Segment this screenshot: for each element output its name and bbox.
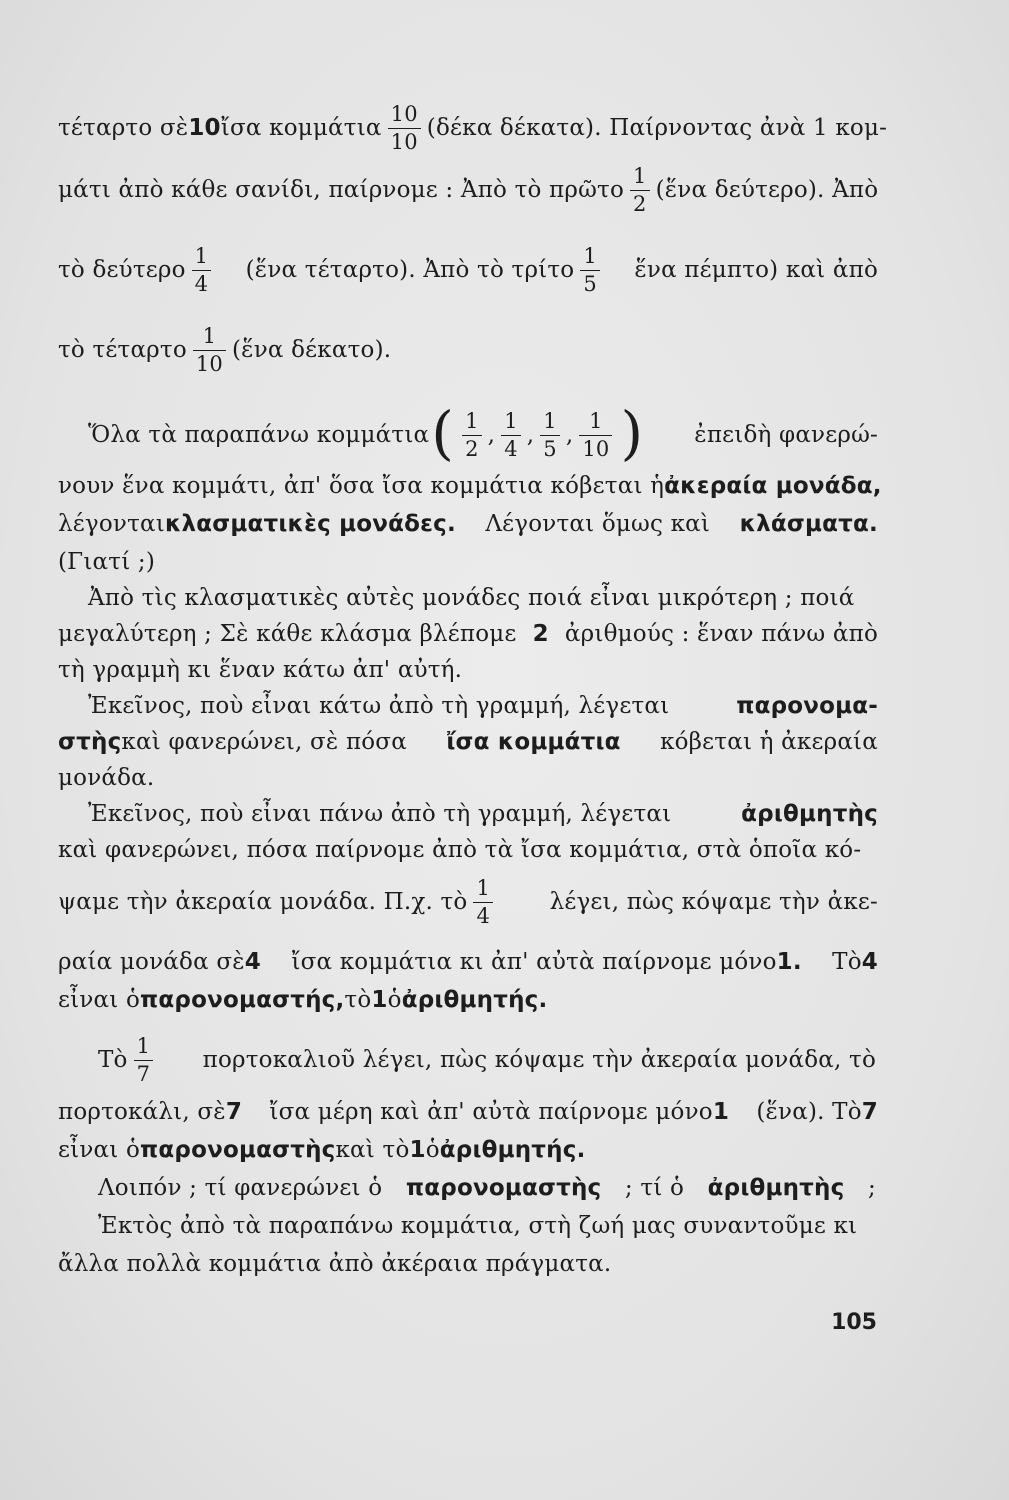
close-parenthesis: )	[620, 399, 644, 467]
text-line	[58, 98, 888, 158]
text-run: νουν ἕνα κομμάτι, ἀπ' ὅσα ἴσα κομμάτια κόβεται ἡ	[58, 473, 665, 499]
text-run: τέταρτο σὲ	[58, 115, 189, 141]
text-run: (Γιατί ;)	[58, 549, 156, 575]
text-run: καὶ τὸ	[335, 1137, 410, 1163]
fraction-numerator: 1	[465, 409, 479, 434]
fraction-numerator: 1	[633, 164, 647, 189]
text-run: ψαμε τὴν ἀκεραία μονάδα. Π.χ. τὸ	[58, 889, 468, 915]
text-run: Ἐκτὸς ἀπὸ τὰ παραπάνω κομμάτια, στὴ ζωή μας συναντοῦμε κι	[98, 1213, 858, 1239]
fraction	[540, 410, 560, 459]
fraction-denominator: 10	[388, 128, 421, 153]
text-run: εἶναι ὁ	[58, 987, 141, 1013]
text-run: καὶ φανερώνει, σὲ πόσα	[121, 729, 407, 755]
bold-number: 7	[225, 1099, 243, 1125]
text-run: (δέκα δέκατα). Παίρνοντας ἀνὰ 1 κομ-	[426, 115, 888, 141]
text-run: Ἐκεῖνος, ποὺ εἶναι κάτω ἀπὸ τὴ γραμμή, λέγεται	[88, 693, 670, 719]
bold-term: κλάσματα.	[739, 511, 878, 537]
bold-term: ἀκεραία μονάδα,	[664, 473, 882, 499]
fraction-denominator: 4	[501, 435, 521, 460]
bold-number: 1	[712, 1099, 730, 1125]
comma: ,	[565, 422, 574, 448]
text-run: Λέγονται ὅμως καὶ	[485, 511, 711, 537]
bold-term: παρονομαστὴς	[405, 1175, 602, 1201]
fraction-denominator: 7	[134, 1060, 154, 1085]
text-run: (ἕνα τέταρτο). Ἀπὸ τὸ τρίτο	[245, 257, 575, 283]
text-line	[58, 970, 878, 1030]
fraction-denominator: 2	[630, 190, 650, 215]
fraction	[630, 165, 650, 214]
fraction-numerator: 1	[504, 409, 518, 434]
fraction-denominator: 4	[192, 270, 212, 295]
text-run: ; τί ὁ	[624, 1175, 685, 1201]
text-run: ἴσα κομμάτια	[220, 115, 382, 141]
text-run: Ὅλα τὰ παραπάνω κομμάτια	[88, 422, 430, 448]
fraction-denominator: 10	[579, 435, 612, 460]
bold-term: κλασματικὲς μονάδες.	[164, 511, 456, 537]
fraction-numerator: 1	[202, 324, 217, 349]
fraction-denominator: 10	[193, 350, 226, 375]
text-run: ἐπειδὴ φανερώ-	[694, 422, 878, 448]
text-run: Τὸ	[98, 1047, 128, 1073]
fraction-denominator: 5	[580, 270, 600, 295]
text-line	[58, 1234, 878, 1294]
text-line	[58, 160, 878, 220]
bold-term: παρονομαστής,	[140, 987, 345, 1013]
bold-number: 1	[371, 987, 388, 1013]
text-line	[58, 320, 878, 380]
text-run: ;	[868, 1175, 876, 1201]
text-run: ἀριθμούς : ἕναν πάνω ἀπὸ	[564, 621, 878, 647]
text-run: τὴ γραμμὴ κι ἕναν κάτω ἀπ' αὐτή.	[58, 657, 463, 683]
fraction-numerator: 1	[476, 876, 491, 901]
text-line	[58, 820, 878, 880]
fraction	[580, 245, 600, 294]
bold-term: στὴς	[58, 729, 122, 755]
text-run: μονάδα.	[58, 765, 155, 791]
text-run: λέγει, πὼς κόψαμε τὴν ἀκε-	[549, 889, 878, 915]
text-run: κόβεται ἡ ἀκεραία	[660, 729, 878, 755]
bold-number: 1.	[776, 949, 802, 975]
text-run: Λοιπόν ; τί φανερώνει ὁ	[98, 1175, 383, 1201]
bold-number: 2	[532, 621, 549, 647]
text-run: ἕνα πέμπτο) καὶ ἀπὸ	[634, 257, 878, 283]
fraction-denominator: 2	[462, 435, 482, 460]
text-run: (ἕνα). Τὸ	[756, 1099, 862, 1125]
bold-number: 4	[244, 949, 261, 975]
bold-number: 10	[188, 115, 221, 141]
fraction-numerator: 1	[136, 1034, 151, 1059]
text-run: τὸ τέταρτο	[58, 337, 187, 363]
fraction	[473, 877, 493, 926]
comma: ,	[526, 422, 535, 448]
text-run: ἴσα κομμάτια κι ἀπ' αὐτὰ παίρνομε μόνο	[291, 949, 777, 975]
open-parenthesis: (	[431, 399, 455, 467]
fraction-numerator: 1	[543, 409, 557, 434]
text-run: μάτι ἀπὸ κάθε σανίδι, παίρνομε : Ἀπὸ τὸ πρῶτο	[58, 177, 625, 203]
fraction-numerator: 1	[194, 244, 209, 269]
fraction-denominator: 4	[473, 902, 493, 927]
text-run: Ἀπὸ τὶς κλασματικὲς αὐτὲς μονάδες ποιά εἶναι μικρότερη ; ποιά	[88, 585, 855, 611]
text-run: ὁ	[425, 1137, 440, 1163]
text-run: ἄλλα πολλὰ κομμάτια ἀπὸ ἀκέραια πράγματα.	[58, 1251, 612, 1277]
text-run: Ἐκεῖνος, ποὺ εἶναι πάνω ἀπὸ τὴ γραμμή, λέγεται	[88, 801, 672, 827]
bold-term: παρονομα-	[736, 693, 878, 719]
text-run: ραία μονάδα σὲ	[58, 949, 245, 975]
fraction	[579, 410, 612, 459]
text-run: ἴσα μέρη καὶ ἀπ' αὐτὰ παίρνομε μόνο	[269, 1099, 713, 1125]
fraction-denominator: 5	[540, 435, 560, 460]
text-run: τὸ δεύτερο	[58, 257, 186, 283]
text-run: (ἕνα δέκατο).	[232, 337, 392, 363]
bold-number: 7	[861, 1099, 878, 1125]
text-run: ὁ	[387, 987, 402, 1013]
fraction	[193, 325, 226, 374]
fraction	[501, 410, 521, 459]
bold-term: παρονομαστὴς	[140, 1137, 336, 1163]
fraction	[134, 1035, 154, 1084]
text-run: εἶναι ὁ	[58, 1137, 141, 1163]
text-run: τὸ	[344, 987, 372, 1013]
bold-term: ἀριθμητής.	[401, 987, 548, 1013]
text-line	[58, 872, 878, 932]
comma: ,	[487, 422, 496, 448]
bold-number: 4	[861, 949, 878, 975]
text-run: Τὸ	[832, 949, 862, 975]
text-run: μεγαλύτερη ; Σὲ κάθε κλάσμα βλέπομε	[58, 621, 517, 647]
fraction-numerator: 10	[390, 102, 418, 127]
fraction	[192, 245, 212, 294]
bold-term: ἴσα κομμάτια	[446, 729, 621, 755]
fraction	[462, 410, 482, 459]
fraction-numerator: 1	[589, 409, 603, 434]
bold-term: ἀριθμητής.	[439, 1137, 586, 1163]
text-run: πορτοκαλιοῦ λέγει, πὼς κόψαμε τὴν ἀκεραία μονάδα, τὸ	[202, 1047, 876, 1073]
fraction	[388, 103, 421, 152]
text-run: λέγονται	[58, 511, 165, 537]
text-line	[58, 240, 878, 300]
fraction-numerator: 1	[583, 244, 597, 269]
text-run: πορτοκάλι, σὲ	[58, 1099, 226, 1125]
bold-number: 1	[409, 1137, 426, 1163]
text-line	[98, 1030, 876, 1090]
text-run: (ἕνα δεύτερο). Ἀπὸ	[655, 177, 879, 203]
bold-term: ἀριθμητὴς	[707, 1175, 845, 1201]
bold-term: ἀριθμητὴς	[741, 801, 878, 827]
page-number: 105	[831, 1310, 877, 1335]
text-run: καὶ φανερώνει, πόσα παίρνομε ἀπὸ τὰ ἴσα κομμάτια, στὰ ὁποῖα κό-	[58, 837, 862, 863]
